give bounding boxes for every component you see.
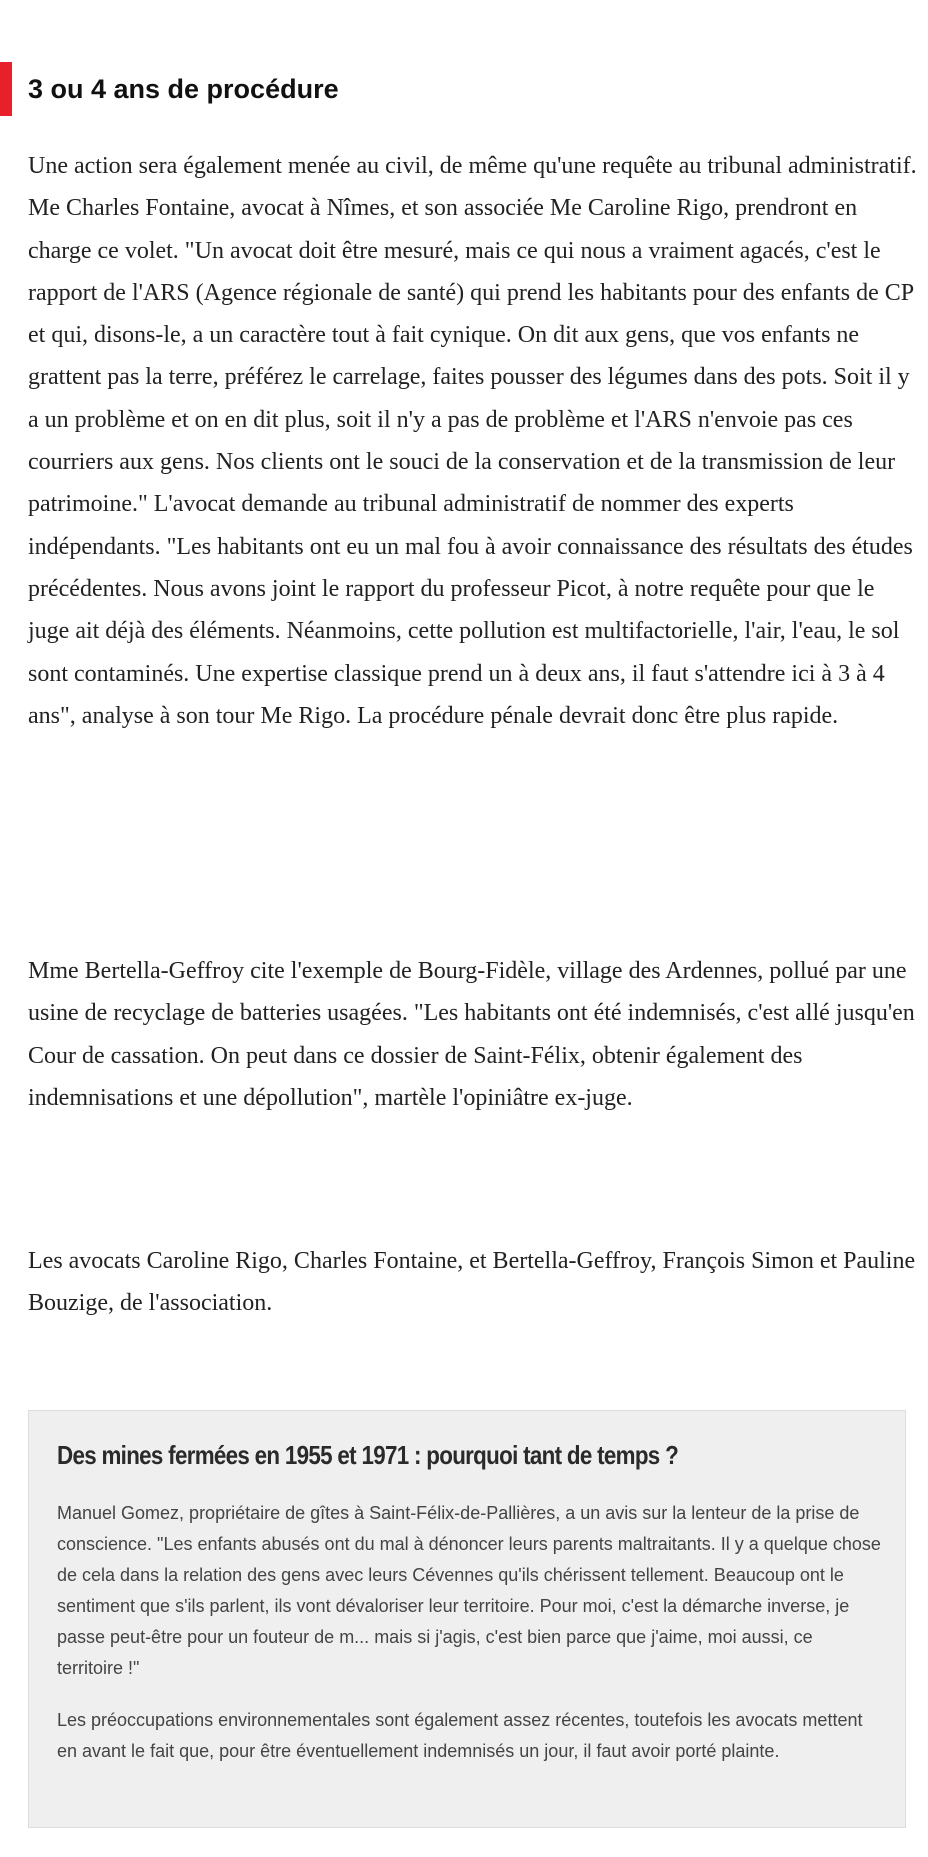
sidebar-box-paragraph: Les préoccupations environnementales sont également assez récentes, toutefois les avocats mettent en avant le fait que, pour être éventuellement indemnisés un jour, il faut avoir porté plainte. <box>57 1710 863 1761</box>
section-title: 3 ou 4 ans de procédure <box>28 74 339 104</box>
article-paragraph: Une action sera également menée au civil, de même qu'une requête au tribunal administratif. Me Charles Fontaine, avocat à Nîmes, et son associée Me Caroline Rigo, prendront en charge ce volet. "Un avocat doit être mesuré, mais ce qui nous a vraiment agacés, c'est le rapport de l'ARS (Agence régionale de santé) qui prend les habitants pour des enfants de CP et qui, disons-le, a un caractère tout à fait cynique. On dit aux gens, que vos enfants ne grattent pas la terre, préférez le carrelage, faites pousser des légumes dans des pots. Soit il y a un problème et on en dit plus, soit il n'y a pas de problème et l'ARS n'envoie pas ces courriers aux gens. Nos clients ont le souci de la conservation et de la transmission de leur patrimoine." L'avocat demande au tribunal administratif de nommer des experts indépendants. "Les habitants ont eu un mal fou à avoir connaissance des résultats des études précédentes. Nous avons joint le rapport du professeur Picot, à notre requête pour que le juge ait déjà des éléments. Néanmoins, cette pollution est multifactorielle, l'air, l'eau, le sol sont contaminés. Une expertise classique prend un à deux ans, il faut s'attendre ici à 3 à 4 ans", analyse à son tour Me Rigo. La procédure pénale devrait donc être plus rapide. <box>28 153 917 729</box>
article-paragraph: Mme Bertella-Geffroy cite l'exemple de Bourg-Fidèle, village des Ardennes, pollué par une usine de recyclage de batteries usagées. "Les habitants ont été indemnisés, c'est allé jusqu'en Cour de cassation. On peut dans ce dossier de Saint-Félix, obtenir également des indemnisations et une dépollution", martèle l'opiniâtre ex-juge. <box>28 958 915 1111</box>
accent-bar <box>0 62 12 116</box>
sidebar-box-title: Des mines fermées en 1955 et 1971 : pourquoi tant de temps ? <box>57 1440 679 1470</box>
sidebar-box <box>28 1410 906 1828</box>
section-heading <box>0 62 928 116</box>
sidebar-box-paragraph: Manuel Gomez, propriétaire de gîtes à Saint-Félix-de-Pallières, a un avis sur la lenteur de la prise de conscience. "Les enfants abusés ont du mal à dénoncer leurs parents maltraitants. Il y a quelque chose de cela dans la relation des gens avec leurs Cévennes qu'ils chérissent tellement. Beaucoup ont le sentiment que s'ils parlent, ils vont dévaloriser leur territoire. Pour moi, c'est la démarche inverse, je passe peut-être pour un fouteur de m... mais si j'agis, c'est bien parce que j'aime, moi aussi, ce territoire !" <box>57 1503 881 1678</box>
photo-caption-paragraph: Les avocats Caroline Rigo, Charles Fontaine, et Bertella-Geffroy, François Simon et Pauline Bouzige, de l'association. <box>28 1248 916 1317</box>
